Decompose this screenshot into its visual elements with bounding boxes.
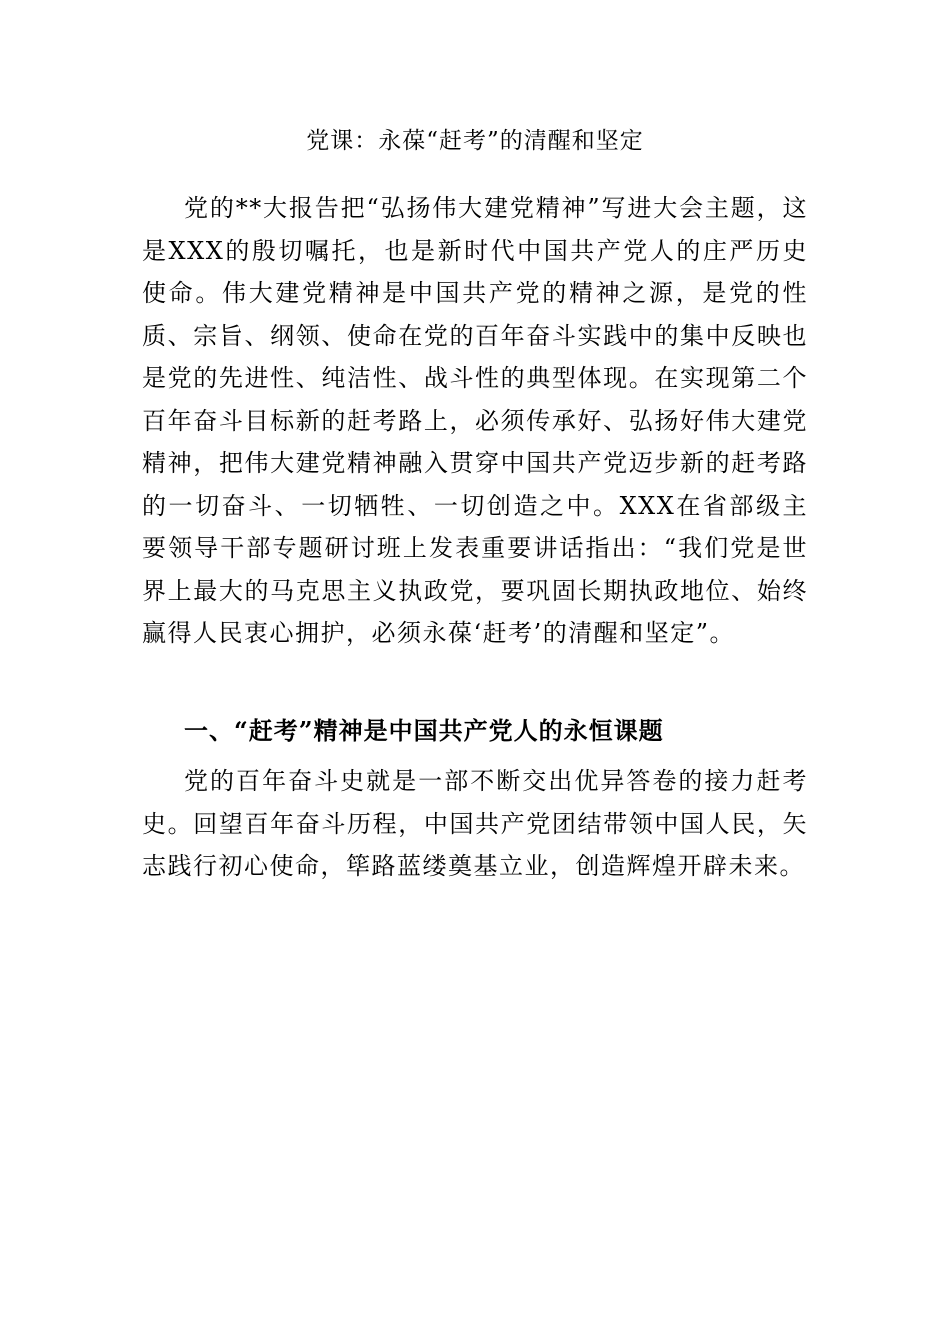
paragraph-intro: 党的**大报告把“弘扬伟大建党精神”写进大会主题，这是XXX的殷切嘱托，也是新时代中国共产党人的庄严历史使命。伟大建党精神是中国共产党的精神之源，是党的性质、宗旨、纲领、使命在党的百年奋斗实践中的集中反映也是党的先进性、纯洁性、战斗性的典型体现。在实现第二个百年奋斗目标新的赶考路上，必须传承好、弘扬好伟大建党精神，把伟大建党精神融入贯穿中国共产党迈步新的赶考路的一切奋斗、一切牺牲、一切创造之中。XXX在省部级主要领导干部专题研讨班上发表重要讲话指出：“我们党是世界上最大的马克思主义执政党，要巩固长期执政地位、始终赢得人民衷心拥护，必须永葆‘赶考’的清醒和坚定”。	[142, 194, 808, 647]
document-title: 党课：永葆“赶考”的清醒和坚定	[306, 128, 644, 154]
section-heading-1: 一、“赶考”精神是中国共产党人的永恒课题	[184, 716, 664, 745]
paragraph-section-1: 党的百年奋斗史就是一部不断交出优异答卷的接力赶考史。回望百年奋斗历程，中国共产党团结带领中国人民，矢志践行初心使命，筚路蓝缕奠基立业，创造辉煌开辟未来。	[142, 767, 808, 880]
